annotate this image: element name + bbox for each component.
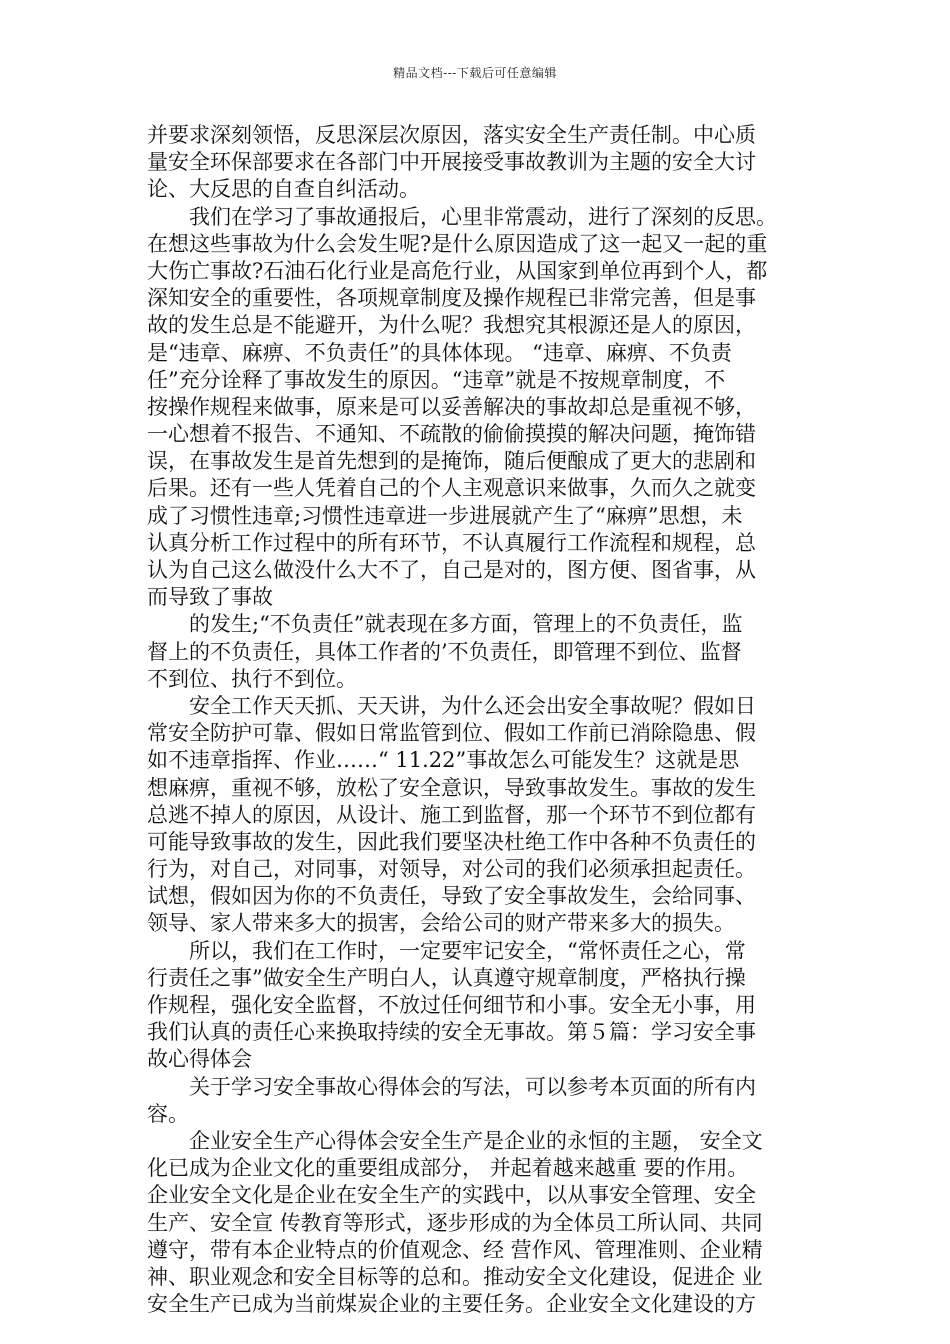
- text-line: 可能导致事故的发生，因此我们要坚决杜绝工作中各种不负责任的: [147, 829, 756, 854]
- text-line: 故的发生总是不能避开，为什么呢？我想究其根源还是人的原因，: [147, 313, 756, 338]
- text-line: 总逃不掉人的原因，从设计、施工到监督，那一个环节不到位都有: [147, 802, 756, 827]
- text-line: 督上的不负责任，具体工作者的’不负责任，即管理不到位、监督: [147, 639, 742, 664]
- text-line: 容。: [147, 1101, 189, 1126]
- text-line: 成了习惯性违章;习惯性违章进一步进展就产生了“麻痹”思想，未: [147, 503, 743, 528]
- text-line: 化已成为企业文化的重要组成部分， 并起着越来越重 要的作用。: [147, 1156, 749, 1181]
- text-line: 常安全防护可靠、假如日常监管到位、假如工作前已消除隐患、假: [147, 721, 756, 746]
- page-header: 精品文档---下载后可任意编辑: [393, 66, 557, 80]
- text-line: 作规程，强化安全监督，不放过任何细节和小事。安全无小事，用: [147, 993, 756, 1017]
- text-line: 我们在学习了事故通报后，心里非常震动，进行了深刻的反思。: [189, 204, 777, 229]
- text-line: 后果。还有一些人凭着自己的个人主观意识来做事，久而久之就变: [147, 476, 756, 501]
- text-line: 是“违章、麻痹、不负责任”的具体体现。 “违章、麻痹、不负责: [147, 340, 732, 365]
- text-line: 大伤亡事故?石油石化行业是高危行业，从国家到单位再到个人，都: [147, 258, 768, 283]
- text-line: 量安全环保部要求在各部门中开展接受事故教训为主题的安全大讨: [147, 150, 756, 175]
- text-line: 遵守，带有本企业特点的价值观念、经 营作风、管理准则、企业精: [147, 1237, 763, 1262]
- text-line: 误，在事故发生是首先想到的是掩饰，随后便酿成了更大的悲剧和: [147, 449, 756, 474]
- text-line: 生产、安全宣 传教育等形式，逐步形成的为全体员工所认同、共同: [147, 1210, 763, 1235]
- text-line: 领导、家人带来多大的损害，会给公司的财产带来多大的损失。: [147, 911, 735, 936]
- text-line: 论、大反思的自查自纠活动。: [147, 177, 420, 202]
- text-line: 所以，我们在工作时，一定要牢记安全，“常怀责任之心，常: [189, 938, 746, 963]
- text-line: 在想这些事故为什么会发生呢?是什么原因造成了这一起又一起的重: [147, 231, 768, 256]
- text-line: 安全工作天天抓、天天讲，为什么还会出安全事故呢？假如日: [189, 693, 756, 718]
- text-line: 的发生;“不负责任”就表现在多方面，管理上的不负责任，监: [189, 612, 743, 637]
- text-line: 深知安全的重要性，各项规章制度及操作规程已非常完善，但是事: [147, 286, 756, 311]
- text-line: 认真分析工作过程中的所有环节，不认真履行工作流程和规程，总: [147, 530, 756, 555]
- text-line: 行责任之事”做安全生产明白人，认真遵守规章制度，严格执行操: [147, 965, 746, 990]
- text-line: 故心得体会: [147, 1047, 252, 1072]
- text-line: 关于学习安全事故心得体会的写法，可以参考本页面的所有内: [189, 1074, 756, 1099]
- text-line: 行为，对自己，对同事，对领导，对公司的我们必须承担起责任。: [147, 857, 756, 882]
- text-line: 任”充分诠释了事故发生的原因。“违章”就是不按规章制度，不: [147, 367, 726, 392]
- text-line: 如不违章指挥、作业……“ 11.22”事故怎么可能发生？这就是思: [147, 748, 740, 773]
- text-line: 不到位、执行不到位。: [147, 666, 357, 691]
- text-line: 想麻痹，重视不够，放松了安全意识，导致事故发生。事故的发生: [147, 775, 756, 800]
- text-line: 我们认真的责任心来换取持续的安全无事故。第５篇：学习安全事: [147, 1020, 756, 1045]
- text-line: 试想，假如因为你的不负责任，导致了安全事故发生，会给同事、: [147, 884, 756, 909]
- text-line: 神、职业观念和安全目标等的总和。推动安全文化建设，促进企 业: [147, 1264, 763, 1289]
- text-line: 按操作规程来做事，原来是可以妥善解决的事故却总是重视不够，: [147, 394, 756, 419]
- text-line: 企业安全生产心得体会安全生产是企业的永恒的主题， 安全文: [189, 1128, 763, 1153]
- text-line: 一心想着不报告、不通知、不疏散的偷偷摸摸的解决问题，掩饰错: [147, 422, 756, 447]
- text-line: 安全生产已成为当前煤炭企业的主要任务。企业安全文化建设的方: [147, 1292, 756, 1317]
- text-line: 认为自己这么做没什么大不了，自己是对的，图方便、图省事，从: [147, 558, 756, 582]
- text-line: 并要求深刻领悟，反思深层次原因，落实安全生产责任制。中心质: [147, 123, 756, 147]
- text-line: 企业安全文化是企业在安全生产的实践中，以从事安全管理、安全: [147, 1183, 756, 1208]
- text-line: 而导致了事故: [147, 585, 273, 610]
- document-body: [147, 122, 809, 1318]
